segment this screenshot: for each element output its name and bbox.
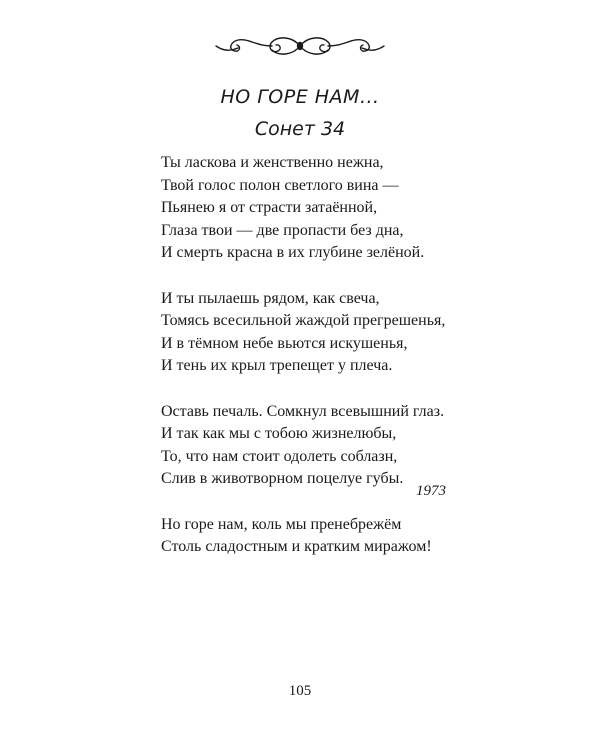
- poem-line: Твой голос полон светлого вина —: [161, 176, 399, 194]
- poem-line: Слив в животворном поцелуе губы.: [161, 470, 404, 487]
- stanza: [161, 401, 461, 491]
- poem-line: Оставь печаль. Сомкнул всевышний глаз.: [161, 402, 445, 420]
- poem-title: НО ГОРЕ НАМ...: [220, 86, 380, 108]
- poem-line: Столь сладостным и кратким миражом!: [161, 538, 432, 555]
- stanza: [161, 288, 461, 378]
- poem-line: И в тёмном небе вьются искушенья,: [161, 334, 408, 352]
- poem-line: И ты пылаешь рядом, как свеча,: [161, 289, 380, 307]
- poem-body: [161, 152, 461, 582]
- stanza: [161, 152, 461, 265]
- stanza: [161, 514, 461, 559]
- scroll-divider-ornament: [212, 28, 388, 64]
- poem-subtitle: Сонет 34: [254, 118, 346, 140]
- poem-line: Но горе нам, коль мы пренебрежём: [161, 515, 402, 533]
- poem-line: То, что нам стоит одолеть соблазн,: [161, 447, 398, 465]
- poem-line: Пьянею я от страсти затаённой,: [161, 199, 378, 216]
- poem-year: 1973: [416, 483, 446, 499]
- poem-line: И так как мы с тобою жизнелюбы,: [161, 425, 397, 442]
- poem-line: Томясь всесильной жаждой прегрешенья,: [161, 312, 446, 329]
- poem-line: И смерть красна в их глубине зелёной.: [161, 244, 425, 261]
- poem-line: Ты ласкова и женственно нежна,: [161, 154, 384, 171]
- poem-line: И тень их крыл трепещет у плеча.: [161, 357, 393, 374]
- page-number: 105: [288, 683, 312, 699]
- poem-line: Глаза твои — две пропасти без дна,: [161, 221, 404, 239]
